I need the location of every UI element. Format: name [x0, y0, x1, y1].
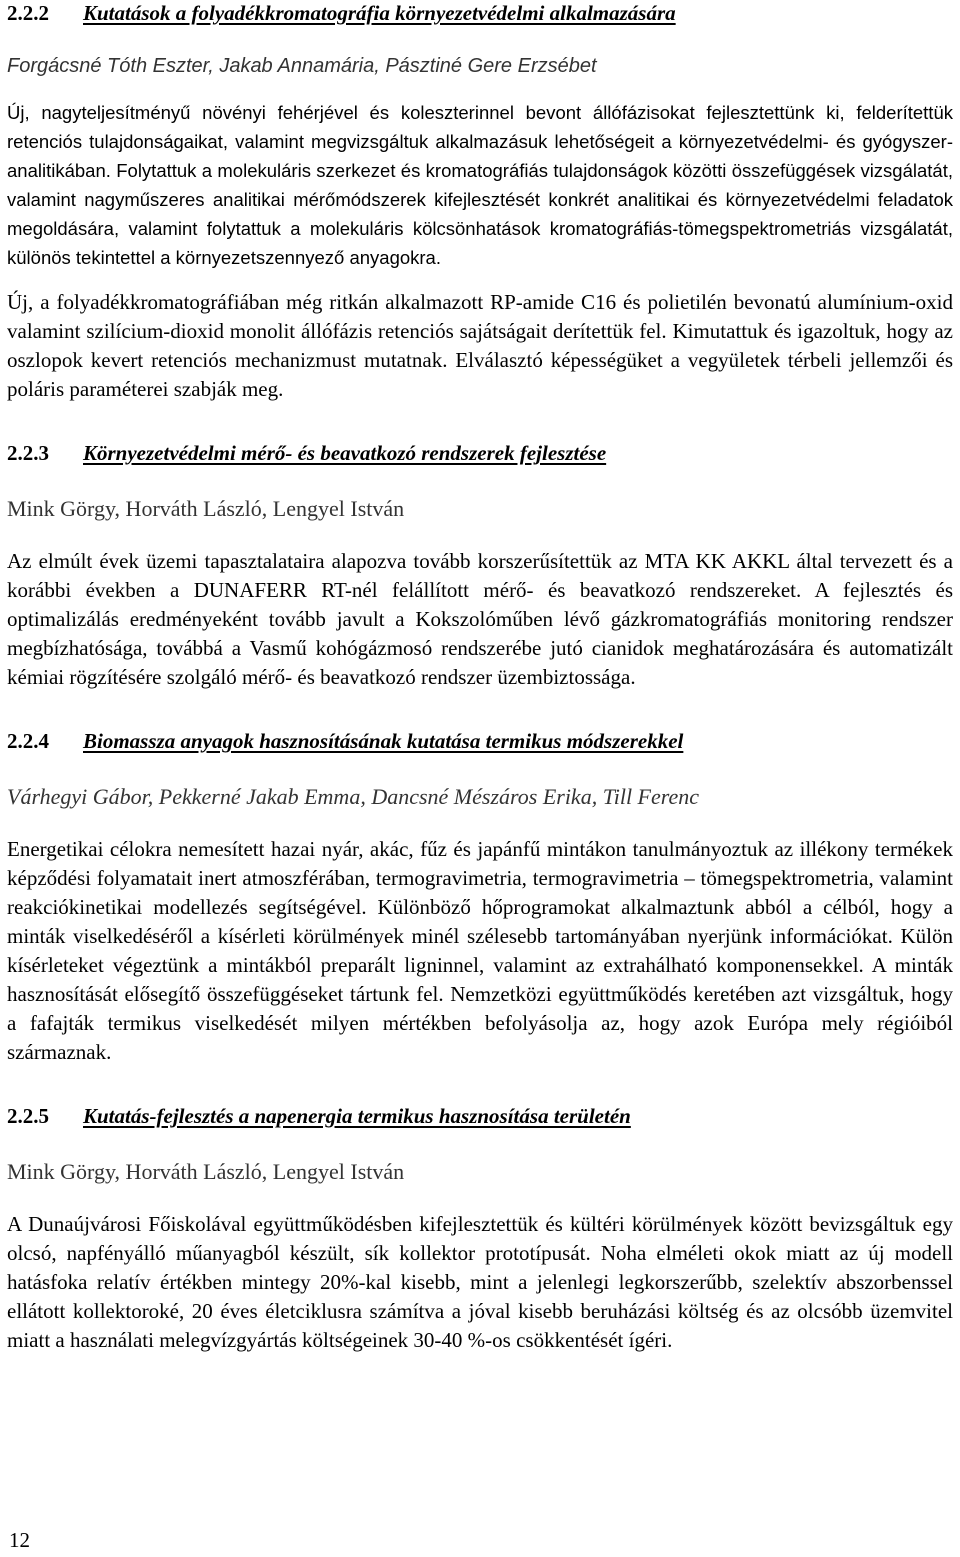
- section-heading: [7, 726, 953, 756]
- section-paragraph: Energetikai célokra nemesített hazai nyár, akác, fűz és japánfű mintákon tanulmányoztuk az illékony termékek képződési folyamatait inert atmoszférában, termogravimetria, termogravimetria – tömegspektrometria, valamint reakciókinetikai modellezés segítségével. Különböző hőprogramokat alkalmaztunk abból a célból, hogy a minták viselkedéséről a kísérleti körülmények minél szélesebb tartományában nyerjünk információkat. Külön kísérleteket végeztünk a mintákból preparált ligninnel, valamint az extrahálható komponensekkel. A minták hasznosítását elősegítő összefüggéseket tártunk fel. Nemzetközi együttműködés keretében azt vizsgáltuk, hogy a fafajták termikus viselkedését milyen mértékben befolyásolja az, hogy azok Európa mely régióiból származnak.: [7, 837, 953, 1064]
- section-heading: [7, 0, 953, 28]
- section-authors: Forgácsné Tóth Eszter, Jakab Annamária, Pásztiné Gere Erzsébet: [7, 55, 597, 77]
- section-heading: [7, 1101, 953, 1131]
- section-paragraph: A Dunaújvárosi Főiskolával együttműködésben kifejlesztettük és kültéri körülmények között bevizsgáltuk egy olcsó, napfényálló műanyagból készült, sík kollektor prototípusát. Noha elméleti okok miatt az új modell hatásfoka relatív értékben mintegy 20%-kal kisebb, mint a jelenlegi legkorszerűbb, szelektív abszorbenssel ellátott kollektoroké, 20 éves életciklusra számítva a jóval kisebb beruházási költség és az olcsóbb üzemvitel miatt a használati melegvízgyártás költségeinek 30-40 %-os csökkentését ígéri.: [7, 1212, 953, 1352]
- page-number: 12: [9, 1528, 30, 1552]
- section-authors: Mink Görgy, Horváth László, Lengyel István: [7, 1159, 405, 1184]
- section-paragraph: Az elmúlt évek üzemi tapasztalataira alapozva tovább korszerűsítettük az MTA KK AKKL által tervezett és a korábbi években a DUNAFERR RT-nél felállított mérő- és beavatkozó rendszereket. A fejlesztés és optimalizálás eredményeként tovább javult a Kokszolóműben lévő gázkromatográfiás monitoring rendszer megbízhatósága, továbbá a Vasmű kohógázmosó rendszerébe jutó cianidok meghatározására és automatizált kémiai rögzítésére szolgáló mérő- és beavatkozó rendszer üzembiztossága.: [7, 549, 953, 689]
- section-number: 2.2.5: [7, 1104, 49, 1128]
- section-authors: Várhegyi Gábor, Pekkerné Jakab Emma, Dancsné Mészáros Erika, Till Ferenc: [7, 784, 700, 809]
- section-title: Biomassza anyagok hasznosításának kutatása termikus módszerekkel: [83, 729, 684, 753]
- section-title: Kutatások a folyadékkromatográfia környezetvédelmi alkalmazására: [83, 1, 676, 25]
- section-title: Környezetvédelmi mérő- és beavatkozó rendszerek fejlesztése: [83, 441, 607, 465]
- section-paragraph: Új, a folyadékkromatográfiában még ritkán alkalmazott RP-amide C16 és polietilén bevonatú alumínium-oxid valamint szilícium-dioxid monolit állófázis retenciós sajátságait derítettük fel. Kimutattuk és igazoltuk, hogy az oszlopok kevert retenciós mechanizmust mutatnak. Elválasztó képességüket a vegyületek térbeli jellemzői és poláris paraméterei szabják meg.: [7, 290, 953, 401]
- document-page: [7, 0, 953, 1355]
- section-number: 2.2.3: [7, 441, 49, 465]
- section-number: 2.2.4: [7, 729, 49, 753]
- section-authors: Mink Görgy, Horváth László, Lengyel István: [7, 496, 405, 521]
- section-number: 2.2.2: [7, 1, 49, 25]
- section-paragraph: Új, nagyteljesítményű növényi fehérjével és koleszterinnel bevont állófázisokat fejlesztettünk ki, felderítettük retenciós tulajdonságaikat, valamint megvizsgáltuk alkalmazásuk lehetőségeit a környezetvédelmi- és gyógyszer-analitikában. Folytattuk a molekuláris szerkezet és kromatográfiás tulajdonságok közötti összefüggések vizsgálatát, valamint nagyműszeres analitikai mérőmódszerek kifejlesztését konkrét analitikai és környezetvédelmi feladatok megoldására, valamint folytattuk a molekuláris kölcsönhatások kromatográfiás-tömegspektrometriás vizsgálatát, különös tekintettel a környezetszennyező anyagokra.: [7, 102, 953, 268]
- section-heading: [7, 438, 953, 468]
- section-title: Kutatás-fejlesztés a napenergia termikus hasznosítása területén: [83, 1104, 631, 1128]
